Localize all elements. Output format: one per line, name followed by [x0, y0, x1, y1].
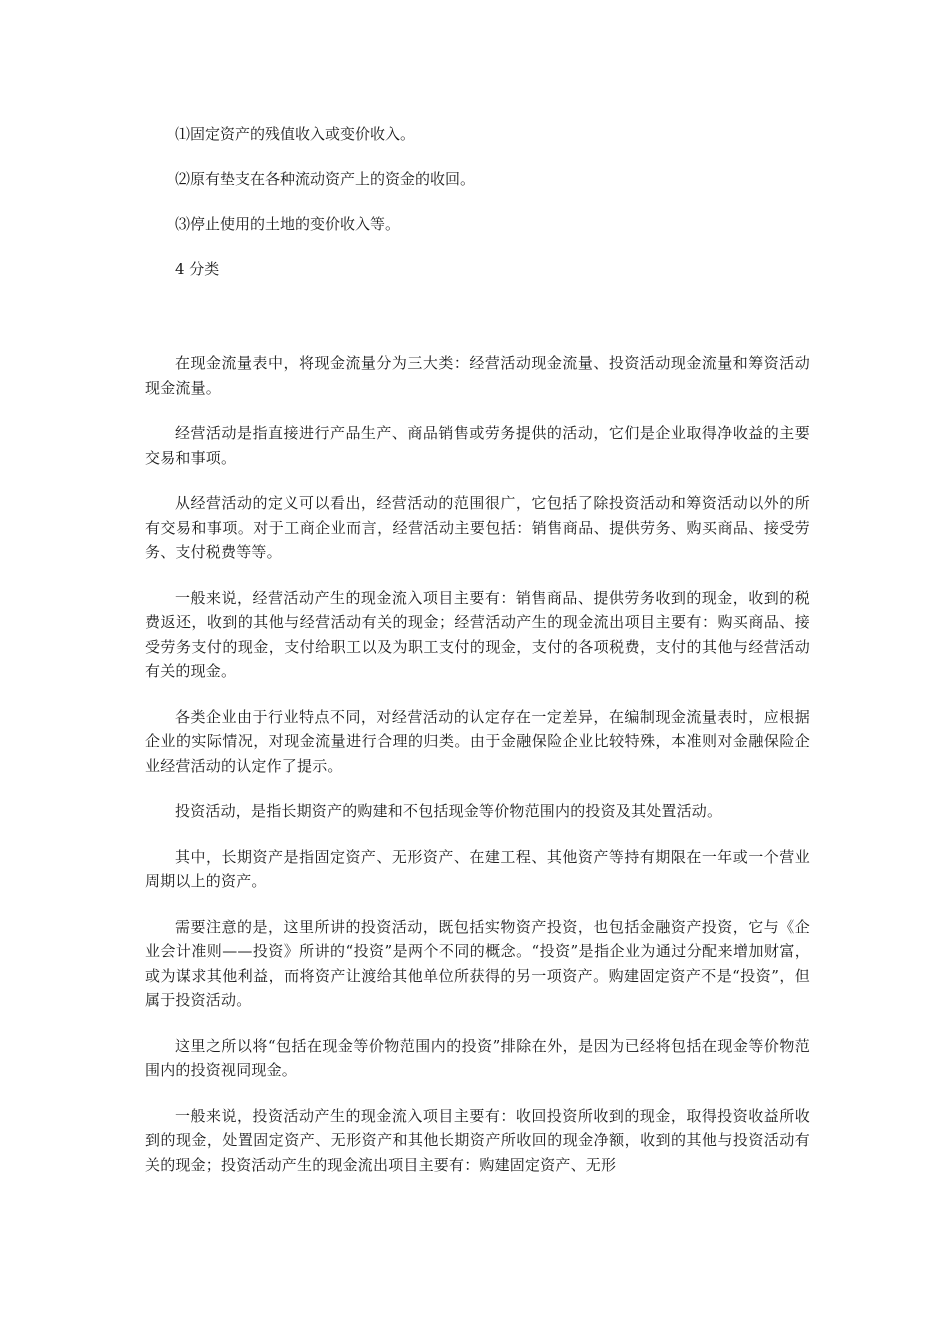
paragraph-8: 需要注意的是，这里所讲的投资活动，既包括实物资产投资，也包括金融资产投资，它与《企业会计准则——投资》所讲的“投资”是两个不同的概念。“投资”是指企业为通过分配来增加财富，或为谋求其他利益，而将资产让渡给其他单位所获得的另一项资产。购建固定资产不是“投资”，但属于投资活动。 — [145, 917, 810, 1009]
paragraph-6: 投资活动，是指长期资产的购建和不包括现金等价物范围内的投资及其处置活动。 — [175, 802, 723, 820]
paragraph-2: 经营活动是指直接进行产品生产、商品销售或劳务提供的活动，它们是企业取得净收益的主要交易和事项。 — [145, 424, 810, 467]
document-page — [145, 122, 810, 1198]
list-item-2: ⑵原有垫支在各种流动资产上的资金的收回。 — [175, 170, 476, 188]
paragraph-4: 一般来说，经营活动产生的现金流入项目主要有：销售商品、提供劳务收到的现金，收到的税费返还，收到的其他与经营活动有关的现金；经营活动产生的现金流出项目主要有：购买商品、接受劳务支付的现金，支付给职工以及为职工支付的现金，支付的各项税费，支付的其他与经营活动有关的现金。 — [145, 588, 810, 680]
list-item-1: ⑴固定资产的残值收入或变价收入。 — [175, 125, 416, 143]
paragraph-7: 其中，长期资产是指固定资产、无形资产、在建工程、其他资产等持有期限在一年或一个营业周期以上的资产。 — [145, 847, 810, 890]
paragraph-9: 这里之所以将“包括在现金等价物范围内的投资”排除在外，是因为已经将包括在现金等价物范围内的投资视同现金。 — [145, 1036, 810, 1079]
paragraph-10: 一般来说，投资活动产生的现金流入项目主要有：收回投资所收到的现金，取得投资收益所收到的现金，处置固定资产、无形资产和其他长期资产所收回的现金净额，收到的其他与投资活动有关的现金；投资活动产生的现金流出项目主要有：购建固定资产、无形 — [145, 1106, 810, 1174]
list-item-3: ⑶停止使用的土地的变价收入等。 — [175, 215, 401, 233]
section-heading: 4 分类 — [175, 260, 220, 278]
paragraph-5: 各类企业由于行业特点不同，对经营活动的认定存在一定差异，在编制现金流量表时，应根据企业的实际情况，对现金流量进行合理的归类。由于金融保险企业比较特殊，本准则对金融保险企业经营活动的认定作了提示。 — [145, 707, 810, 775]
paragraph-1: 在现金流量表中，将现金流量分为三大类：经营活动现金流量、投资活动现金流量和筹资活动现金流量。 — [145, 354, 810, 397]
paragraph-3: 从经营活动的定义可以看出，经营活动的范围很广，它包括了除投资活动和筹资活动以外的所有交易和事项。对于工商企业而言，经营活动主要包括：销售商品、提供劳务、购买商品、接受劳务、支付税费等等。 — [145, 494, 810, 561]
